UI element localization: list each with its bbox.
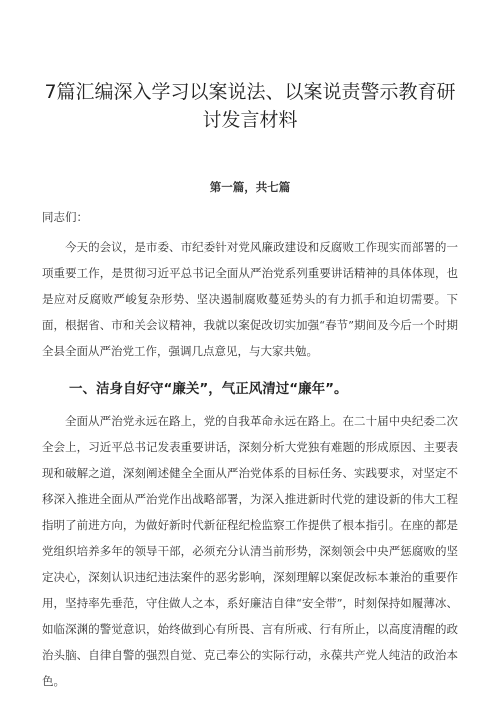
section-paragraph: 全面从严治党永远在路上，党的自我革命永远在路上。在二十届中央纪委二次全会上，习近平总书记发表重要讲话，深刻分析大党独有难题的形成原因、主要表现和破解之道，深刻阐述健全全面从严治党体系的目标任务、实践要求，对坚定不移深入推进全面从严治党作出战略部署，为深入推进新时代党的建设新的伟大工程指明了前进方向，为做好新时代新征程纪检监察工作提供了根本指引。在座的都是党组织培养多年的领导干部，必须充分认清当前形势，深刻领会中央严惩腐败的坚定决心，深刻认识违纪违法案件的恶劣影响，深刻理解以案促改标本兼治的重要作用，坚持率先垂范，守住做人之本，系好廉洁自律“安全带”，时刻保持如履薄冰、如临深渊的警觉意识，始终做到心有所畏、言有所戒、行有所止，以高度清醒的政治头脑、自律自警的强烈自觉、克己奉公的实际行动，永葆共产党人纯洁的政治本色。	[42, 414, 458, 688]
section-heading: 一、洁身自好守“廉关”，气正风清过“廉年”。	[69, 381, 348, 397]
chapter-label: 第一篇，共七篇	[209, 180, 291, 194]
document-title: 7篇汇编深入学习以案说法、以案说责警示教育研讨发言材料	[44, 81, 456, 131]
salutation: 同志们：	[42, 210, 88, 224]
intro-paragraph: 今天的会议，是市委、市纪委针对党风廉政建设和反腐败工作现实而部署的一项重要工作，是贯彻习近平总书记全面从严治党系列重要讲话精神的具体体现，也是应对反腐败严峻复杂形势、坚决遏制腐败蔓延势头的有力抓手和迫切需要。下面，根据省、市和关会议精神，我就以案促改切实加强“春节”期间及今后一个时期全县全面从严治党工作，强调几点意见，与大家共勉。	[42, 240, 458, 358]
